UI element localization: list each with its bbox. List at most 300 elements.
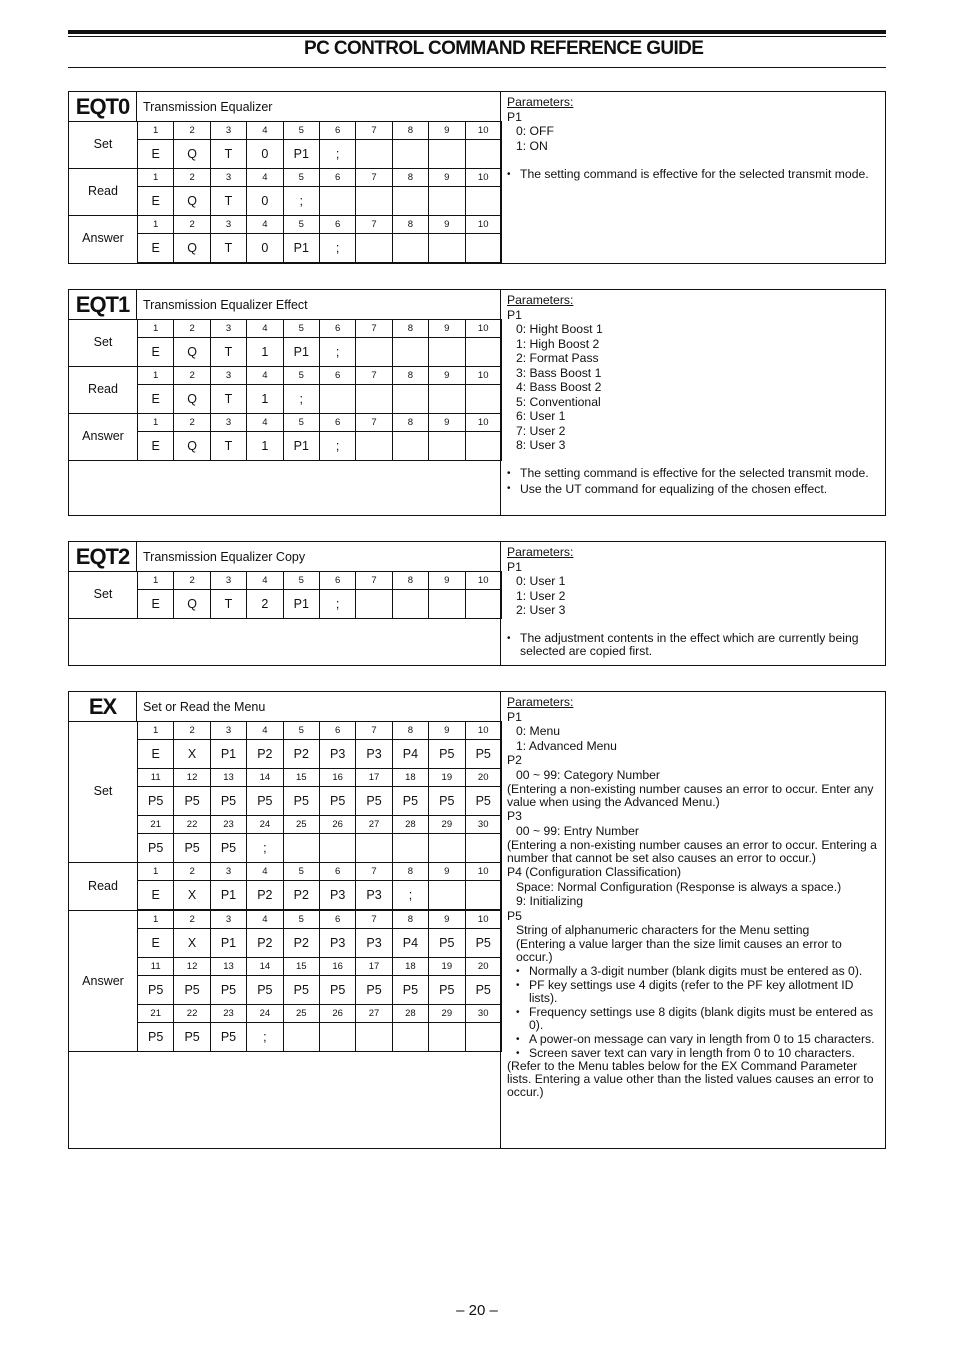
param-option: 0: OFF bbox=[516, 124, 554, 138]
column-number-cell: 3 bbox=[210, 320, 246, 338]
value-cell: X bbox=[174, 740, 210, 769]
value-cell: 1 bbox=[247, 338, 283, 367]
column-number-cell: 10 bbox=[465, 216, 501, 234]
column-number-cell: 7 bbox=[356, 863, 392, 881]
value-cell: P3 bbox=[356, 881, 392, 910]
command-name: EQT0 bbox=[69, 92, 137, 122]
column-number-cell: 1 bbox=[138, 122, 174, 140]
value-cell bbox=[392, 338, 428, 367]
column-number-cell: 12 bbox=[174, 769, 210, 787]
column-number-cell: 4 bbox=[247, 414, 283, 432]
value-cell: P5 bbox=[247, 976, 283, 1005]
header-rule-thin bbox=[68, 36, 886, 37]
divider bbox=[69, 366, 137, 367]
column-number-cell: 8 bbox=[392, 320, 428, 338]
row-label-read: Read bbox=[88, 382, 118, 396]
column-number-cell: 5 bbox=[283, 911, 319, 929]
value-cell: X bbox=[174, 881, 210, 910]
parameters-panel bbox=[507, 695, 879, 1099]
value-cell bbox=[465, 385, 501, 414]
value-cell bbox=[465, 234, 501, 263]
column-number-cell: 7 bbox=[356, 216, 392, 234]
value-cell: T bbox=[210, 187, 246, 216]
param-p2: P2 bbox=[507, 753, 522, 767]
value-cell: P1 bbox=[283, 590, 319, 619]
column-number-cell: 2 bbox=[174, 414, 210, 432]
param-description: String of alphanumeric characters for the Menu setting bbox=[516, 923, 810, 937]
column-number-cell: 6 bbox=[319, 572, 355, 590]
value-cell bbox=[356, 1023, 392, 1052]
value-cell bbox=[283, 1023, 319, 1052]
value-cell bbox=[465, 590, 501, 619]
column-number-cell: 7 bbox=[356, 367, 392, 385]
set-values bbox=[138, 338, 502, 367]
value-cell: P2 bbox=[283, 881, 319, 910]
value-cell: P5 bbox=[429, 740, 465, 769]
param-option: 1: Advanced Menu bbox=[516, 738, 617, 753]
column-number-cell: 18 bbox=[392, 958, 428, 976]
value-cell: P3 bbox=[319, 740, 355, 769]
param-p1: P1 bbox=[507, 709, 522, 724]
column-number-cell: 4 bbox=[247, 320, 283, 338]
divider bbox=[69, 168, 137, 169]
column-number-cell: 30 bbox=[465, 816, 501, 834]
column-number-cell: 3 bbox=[210, 911, 246, 929]
param-bullet: • Screen saver text can vary in length from 0 to 10 characters. bbox=[507, 1047, 879, 1060]
column-number-cell: 22 bbox=[174, 1005, 210, 1023]
value-cell: E bbox=[138, 338, 174, 367]
command-name: EQT1 bbox=[69, 290, 137, 320]
read-cells bbox=[137, 862, 502, 910]
column-divider bbox=[500, 692, 501, 1148]
command-block-eqt1 bbox=[68, 289, 886, 516]
column-numbers bbox=[138, 722, 502, 740]
param-bullet: • Normally a 3-digit number (blank digits must be entered as 0). bbox=[507, 965, 879, 978]
value-cell: P5 bbox=[319, 787, 355, 816]
param-footer: (Refer to the Menu tables below for the EX Command Parameter lists. Entering a value other than the listed values causes an error to occur.) bbox=[507, 1058, 874, 1099]
value-cell: P5 bbox=[392, 976, 428, 1005]
value-cell: P1 bbox=[210, 881, 246, 910]
column-number-cell: 17 bbox=[356, 958, 392, 976]
column-number-cell: 28 bbox=[392, 1005, 428, 1023]
param-option: 2: User 3 bbox=[516, 603, 566, 617]
column-numbers bbox=[138, 414, 502, 432]
column-number-cell: 9 bbox=[429, 572, 465, 590]
value-cell: P5 bbox=[356, 976, 392, 1005]
parameters-panel bbox=[507, 545, 879, 658]
value-cell bbox=[392, 834, 428, 863]
set-cells bbox=[137, 319, 502, 367]
value-cell: X bbox=[174, 929, 210, 958]
command-description: Transmission Equalizer Copy bbox=[143, 550, 306, 564]
value-cell bbox=[392, 432, 428, 461]
column-number-cell: 13 bbox=[210, 769, 246, 787]
command-block-eqt0 bbox=[68, 91, 886, 264]
answer-values bbox=[138, 976, 502, 1005]
value-cell: ; bbox=[319, 432, 355, 461]
answer-cells bbox=[137, 413, 502, 461]
column-number-cell: 5 bbox=[283, 216, 319, 234]
value-cell: Q bbox=[174, 385, 210, 414]
value-cell: P5 bbox=[174, 834, 210, 863]
column-number-cell: 8 bbox=[392, 216, 428, 234]
column-number-cell: 26 bbox=[319, 1005, 355, 1023]
page-title: PC CONTROL COMMAND REFERENCE GUIDE bbox=[304, 38, 704, 59]
value-cell: P5 bbox=[392, 787, 428, 816]
column-number-cell: 5 bbox=[283, 572, 319, 590]
value-cell bbox=[356, 385, 392, 414]
column-number-cell: 3 bbox=[210, 863, 246, 881]
command-name: EX bbox=[69, 692, 137, 722]
param-option: 7: User 2 bbox=[516, 423, 566, 438]
value-cell: P2 bbox=[283, 740, 319, 769]
column-number-cell: 3 bbox=[210, 216, 246, 234]
column-number-cell: 2 bbox=[174, 722, 210, 740]
value-cell bbox=[465, 834, 501, 863]
param-option: 4: Bass Boost 2 bbox=[516, 380, 602, 394]
column-number-cell: 1 bbox=[138, 320, 174, 338]
value-cell bbox=[429, 187, 465, 216]
answer-values bbox=[138, 432, 502, 461]
column-divider bbox=[500, 92, 501, 263]
column-numbers bbox=[138, 122, 502, 140]
column-number-cell: 4 bbox=[247, 863, 283, 881]
column-number-cell: 1 bbox=[138, 911, 174, 929]
value-cell: E bbox=[138, 881, 174, 910]
divider bbox=[69, 1051, 501, 1052]
column-number-cell: 2 bbox=[174, 572, 210, 590]
column-number-cell: 2 bbox=[174, 367, 210, 385]
column-number-cell: 3 bbox=[210, 572, 246, 590]
column-number-cell: 4 bbox=[247, 911, 283, 929]
column-number-cell: 3 bbox=[210, 169, 246, 187]
param-option: 8: User 3 bbox=[516, 438, 566, 452]
column-number-cell: 19 bbox=[429, 769, 465, 787]
value-cell: ; bbox=[283, 187, 319, 216]
column-number-cell: 8 bbox=[392, 367, 428, 385]
column-number-cell: 28 bbox=[392, 816, 428, 834]
param-option: 9: Initializing bbox=[516, 894, 584, 908]
value-cell bbox=[429, 234, 465, 263]
row-label-set: Set bbox=[93, 335, 113, 349]
value-cell bbox=[319, 187, 355, 216]
value-cell: P5 bbox=[138, 1023, 174, 1052]
column-number-cell: 9 bbox=[429, 414, 465, 432]
value-cell: P2 bbox=[283, 929, 319, 958]
value-cell: P5 bbox=[283, 976, 319, 1005]
column-number-cell: 7 bbox=[356, 122, 392, 140]
header-rule-thick bbox=[68, 30, 886, 34]
param-note: • The setting command is effective for the selected transmit mode. bbox=[507, 467, 879, 480]
answer-cells bbox=[137, 910, 502, 1052]
column-number-cell: 9 bbox=[429, 863, 465, 881]
column-numbers bbox=[138, 816, 502, 834]
value-cell: P1 bbox=[283, 140, 319, 169]
value-cell: E bbox=[138, 140, 174, 169]
value-cell bbox=[319, 385, 355, 414]
value-cell: P3 bbox=[356, 929, 392, 958]
param-option: 0: User 1 bbox=[516, 574, 566, 588]
value-cell: P5 bbox=[465, 787, 501, 816]
value-cell: 0 bbox=[247, 187, 283, 216]
column-number-cell: 4 bbox=[247, 169, 283, 187]
read-values bbox=[138, 187, 502, 216]
set-values bbox=[138, 140, 502, 169]
value-cell: P4 bbox=[392, 740, 428, 769]
column-number-cell: 15 bbox=[283, 958, 319, 976]
set-cells bbox=[137, 721, 502, 863]
param-p1: P1 bbox=[507, 307, 522, 322]
value-cell: ; bbox=[319, 234, 355, 263]
parameters-heading: Parameters: bbox=[507, 293, 574, 307]
column-numbers bbox=[138, 216, 502, 234]
column-number-cell: 6 bbox=[319, 911, 355, 929]
column-number-cell: 24 bbox=[247, 1005, 283, 1023]
value-cell: T bbox=[210, 338, 246, 367]
value-cell: Q bbox=[174, 187, 210, 216]
value-cell: 1 bbox=[247, 385, 283, 414]
param-option: Space: Normal Configuration (Response is always a space.) bbox=[516, 879, 842, 894]
column-number-cell: 20 bbox=[465, 958, 501, 976]
param-option: 3: Bass Boost 1 bbox=[516, 365, 602, 380]
column-numbers bbox=[138, 958, 502, 976]
row-label-set: Set bbox=[93, 137, 113, 151]
value-cell bbox=[429, 834, 465, 863]
divider bbox=[69, 460, 501, 461]
value-cell bbox=[356, 590, 392, 619]
value-cell: ; bbox=[247, 1023, 283, 1052]
param-p3: P3 bbox=[507, 809, 522, 823]
value-cell: E bbox=[138, 432, 174, 461]
value-cell: T bbox=[210, 432, 246, 461]
column-number-cell: 6 bbox=[319, 722, 355, 740]
value-cell: P5 bbox=[356, 787, 392, 816]
column-number-cell: 5 bbox=[283, 863, 319, 881]
parameters-heading: Parameters: bbox=[507, 545, 574, 559]
value-cell: Q bbox=[174, 590, 210, 619]
param-option: 1: User 2 bbox=[516, 588, 566, 603]
value-cell: P5 bbox=[429, 787, 465, 816]
column-number-cell: 2 bbox=[174, 911, 210, 929]
command-name: EQT2 bbox=[69, 542, 137, 572]
value-cell bbox=[465, 187, 501, 216]
value-cell: Q bbox=[174, 432, 210, 461]
param-p4: P4 (Configuration Classification) bbox=[507, 865, 682, 879]
column-number-cell: 25 bbox=[283, 816, 319, 834]
column-number-cell: 10 bbox=[465, 122, 501, 140]
column-number-cell: 1 bbox=[138, 367, 174, 385]
value-cell bbox=[319, 1023, 355, 1052]
value-cell: P5 bbox=[138, 976, 174, 1005]
column-number-cell: 5 bbox=[283, 122, 319, 140]
column-number-cell: 29 bbox=[429, 816, 465, 834]
value-cell bbox=[392, 590, 428, 619]
value-cell: P3 bbox=[356, 740, 392, 769]
command-description: Transmission Equalizer Effect bbox=[143, 298, 308, 312]
read-cells bbox=[137, 366, 502, 414]
value-cell: P3 bbox=[319, 929, 355, 958]
parameters-panel bbox=[507, 95, 879, 181]
value-cell bbox=[319, 834, 355, 863]
value-cell: P5 bbox=[283, 787, 319, 816]
column-number-cell: 27 bbox=[356, 816, 392, 834]
param-option: 1: High Boost 2 bbox=[516, 336, 600, 351]
value-cell: P1 bbox=[283, 432, 319, 461]
command-description: Transmission Equalizer bbox=[143, 100, 273, 114]
column-number-cell: 14 bbox=[247, 769, 283, 787]
column-numbers bbox=[138, 1005, 502, 1023]
param-option: 6: User 1 bbox=[516, 409, 566, 423]
value-cell: P5 bbox=[429, 929, 465, 958]
column-number-cell: 9 bbox=[429, 367, 465, 385]
value-cell: T bbox=[210, 385, 246, 414]
column-numbers bbox=[138, 911, 502, 929]
param-option: 5: Conventional bbox=[516, 394, 601, 409]
column-number-cell: 4 bbox=[247, 216, 283, 234]
column-number-cell: 6 bbox=[319, 122, 355, 140]
value-cell: P5 bbox=[210, 787, 246, 816]
param-bullet: • Frequency settings use 8 digits (blank digits must be entered as 0). bbox=[507, 1006, 879, 1032]
value-cell: 0 bbox=[247, 234, 283, 263]
column-number-cell: 21 bbox=[138, 1005, 174, 1023]
column-number-cell: 9 bbox=[429, 320, 465, 338]
column-number-cell: 10 bbox=[465, 572, 501, 590]
column-number-cell: 8 bbox=[392, 122, 428, 140]
read-values bbox=[138, 385, 502, 414]
column-number-cell: 7 bbox=[356, 169, 392, 187]
value-cell bbox=[429, 140, 465, 169]
value-cell bbox=[429, 432, 465, 461]
divider bbox=[69, 862, 137, 863]
value-cell bbox=[465, 140, 501, 169]
column-numbers bbox=[138, 320, 502, 338]
column-number-cell: 4 bbox=[247, 367, 283, 385]
set-values bbox=[138, 787, 502, 816]
column-numbers bbox=[138, 863, 502, 881]
param-bullet: • PF key settings use 4 digits (refer to the PF key allotment ID lists). bbox=[507, 979, 879, 1005]
value-cell: ; bbox=[283, 385, 319, 414]
value-cell: E bbox=[138, 187, 174, 216]
column-number-cell: 4 bbox=[247, 722, 283, 740]
column-number-cell: 14 bbox=[247, 958, 283, 976]
param-option: 0: Hight Boost 1 bbox=[516, 322, 603, 336]
column-number-cell: 10 bbox=[465, 169, 501, 187]
value-cell: P2 bbox=[247, 740, 283, 769]
column-number-cell: 5 bbox=[283, 414, 319, 432]
column-number-cell: 1 bbox=[138, 863, 174, 881]
column-number-cell: 5 bbox=[283, 367, 319, 385]
read-values bbox=[138, 881, 502, 910]
column-number-cell: 21 bbox=[138, 816, 174, 834]
value-cell: P1 bbox=[283, 338, 319, 367]
column-number-cell: 6 bbox=[319, 414, 355, 432]
value-cell: P5 bbox=[174, 976, 210, 1005]
column-number-cell: 22 bbox=[174, 816, 210, 834]
column-numbers bbox=[138, 367, 502, 385]
column-numbers bbox=[138, 169, 502, 187]
column-number-cell: 8 bbox=[392, 572, 428, 590]
column-number-cell: 2 bbox=[174, 216, 210, 234]
value-cell bbox=[356, 338, 392, 367]
value-cell: P5 bbox=[247, 787, 283, 816]
value-cell: P1 bbox=[210, 740, 246, 769]
value-cell bbox=[356, 432, 392, 461]
column-numbers bbox=[138, 769, 502, 787]
value-cell: P5 bbox=[174, 1023, 210, 1052]
column-number-cell: 25 bbox=[283, 1005, 319, 1023]
value-cell: Q bbox=[174, 140, 210, 169]
value-cell bbox=[429, 1023, 465, 1052]
param-note: • The setting command is effective for the selected transmit mode. bbox=[507, 168, 879, 181]
value-cell bbox=[283, 834, 319, 863]
column-number-cell: 7 bbox=[356, 722, 392, 740]
set-cells bbox=[137, 571, 502, 619]
answer-values bbox=[138, 929, 502, 958]
value-cell: Q bbox=[174, 234, 210, 263]
value-cell: P1 bbox=[210, 929, 246, 958]
value-cell bbox=[392, 385, 428, 414]
command-description: Set or Read the Menu bbox=[143, 700, 266, 714]
value-cell: E bbox=[138, 929, 174, 958]
column-number-cell: 9 bbox=[429, 216, 465, 234]
value-cell bbox=[356, 234, 392, 263]
column-numbers bbox=[138, 572, 502, 590]
column-number-cell: 1 bbox=[138, 722, 174, 740]
command-block-eqt2 bbox=[68, 541, 886, 666]
param-p1: P1 bbox=[507, 559, 522, 574]
value-cell: 1 bbox=[247, 432, 283, 461]
value-cell: E bbox=[138, 385, 174, 414]
value-cell: P5 bbox=[138, 834, 174, 863]
value-cell bbox=[429, 338, 465, 367]
column-number-cell: 5 bbox=[283, 169, 319, 187]
column-number-cell: 11 bbox=[138, 769, 174, 787]
column-number-cell: 10 bbox=[465, 320, 501, 338]
column-number-cell: 11 bbox=[138, 958, 174, 976]
column-number-cell: 23 bbox=[210, 816, 246, 834]
value-cell: P5 bbox=[465, 976, 501, 1005]
value-cell: P5 bbox=[174, 787, 210, 816]
header-rule-bottom bbox=[68, 67, 886, 68]
set-values bbox=[138, 740, 502, 769]
set-values bbox=[138, 834, 502, 863]
column-number-cell: 2 bbox=[174, 320, 210, 338]
value-cell: P2 bbox=[247, 881, 283, 910]
column-number-cell: 8 bbox=[392, 414, 428, 432]
value-cell bbox=[356, 187, 392, 216]
param-note: (Entering a value larger than the size limit causes an error to occur.) bbox=[516, 936, 842, 964]
column-number-cell: 10 bbox=[465, 414, 501, 432]
column-number-cell: 9 bbox=[429, 122, 465, 140]
value-cell: P5 bbox=[319, 976, 355, 1005]
parameters-heading: Parameters: bbox=[507, 95, 574, 109]
value-cell bbox=[392, 140, 428, 169]
column-number-cell: 3 bbox=[210, 414, 246, 432]
column-number-cell: 13 bbox=[210, 958, 246, 976]
column-number-cell: 2 bbox=[174, 863, 210, 881]
value-cell: T bbox=[210, 140, 246, 169]
column-number-cell: 26 bbox=[319, 816, 355, 834]
value-cell: ; bbox=[319, 338, 355, 367]
value-cell bbox=[465, 432, 501, 461]
column-number-cell: 2 bbox=[174, 122, 210, 140]
param-note: (Entering a non-existing number causes an error to occur. Entering a number that cannot be set also causes an error to occur.) bbox=[507, 838, 877, 865]
value-cell bbox=[465, 1023, 501, 1052]
value-cell: P5 bbox=[465, 740, 501, 769]
column-number-cell: 7 bbox=[356, 320, 392, 338]
row-label-read: Read bbox=[88, 879, 118, 893]
column-number-cell: 3 bbox=[210, 122, 246, 140]
